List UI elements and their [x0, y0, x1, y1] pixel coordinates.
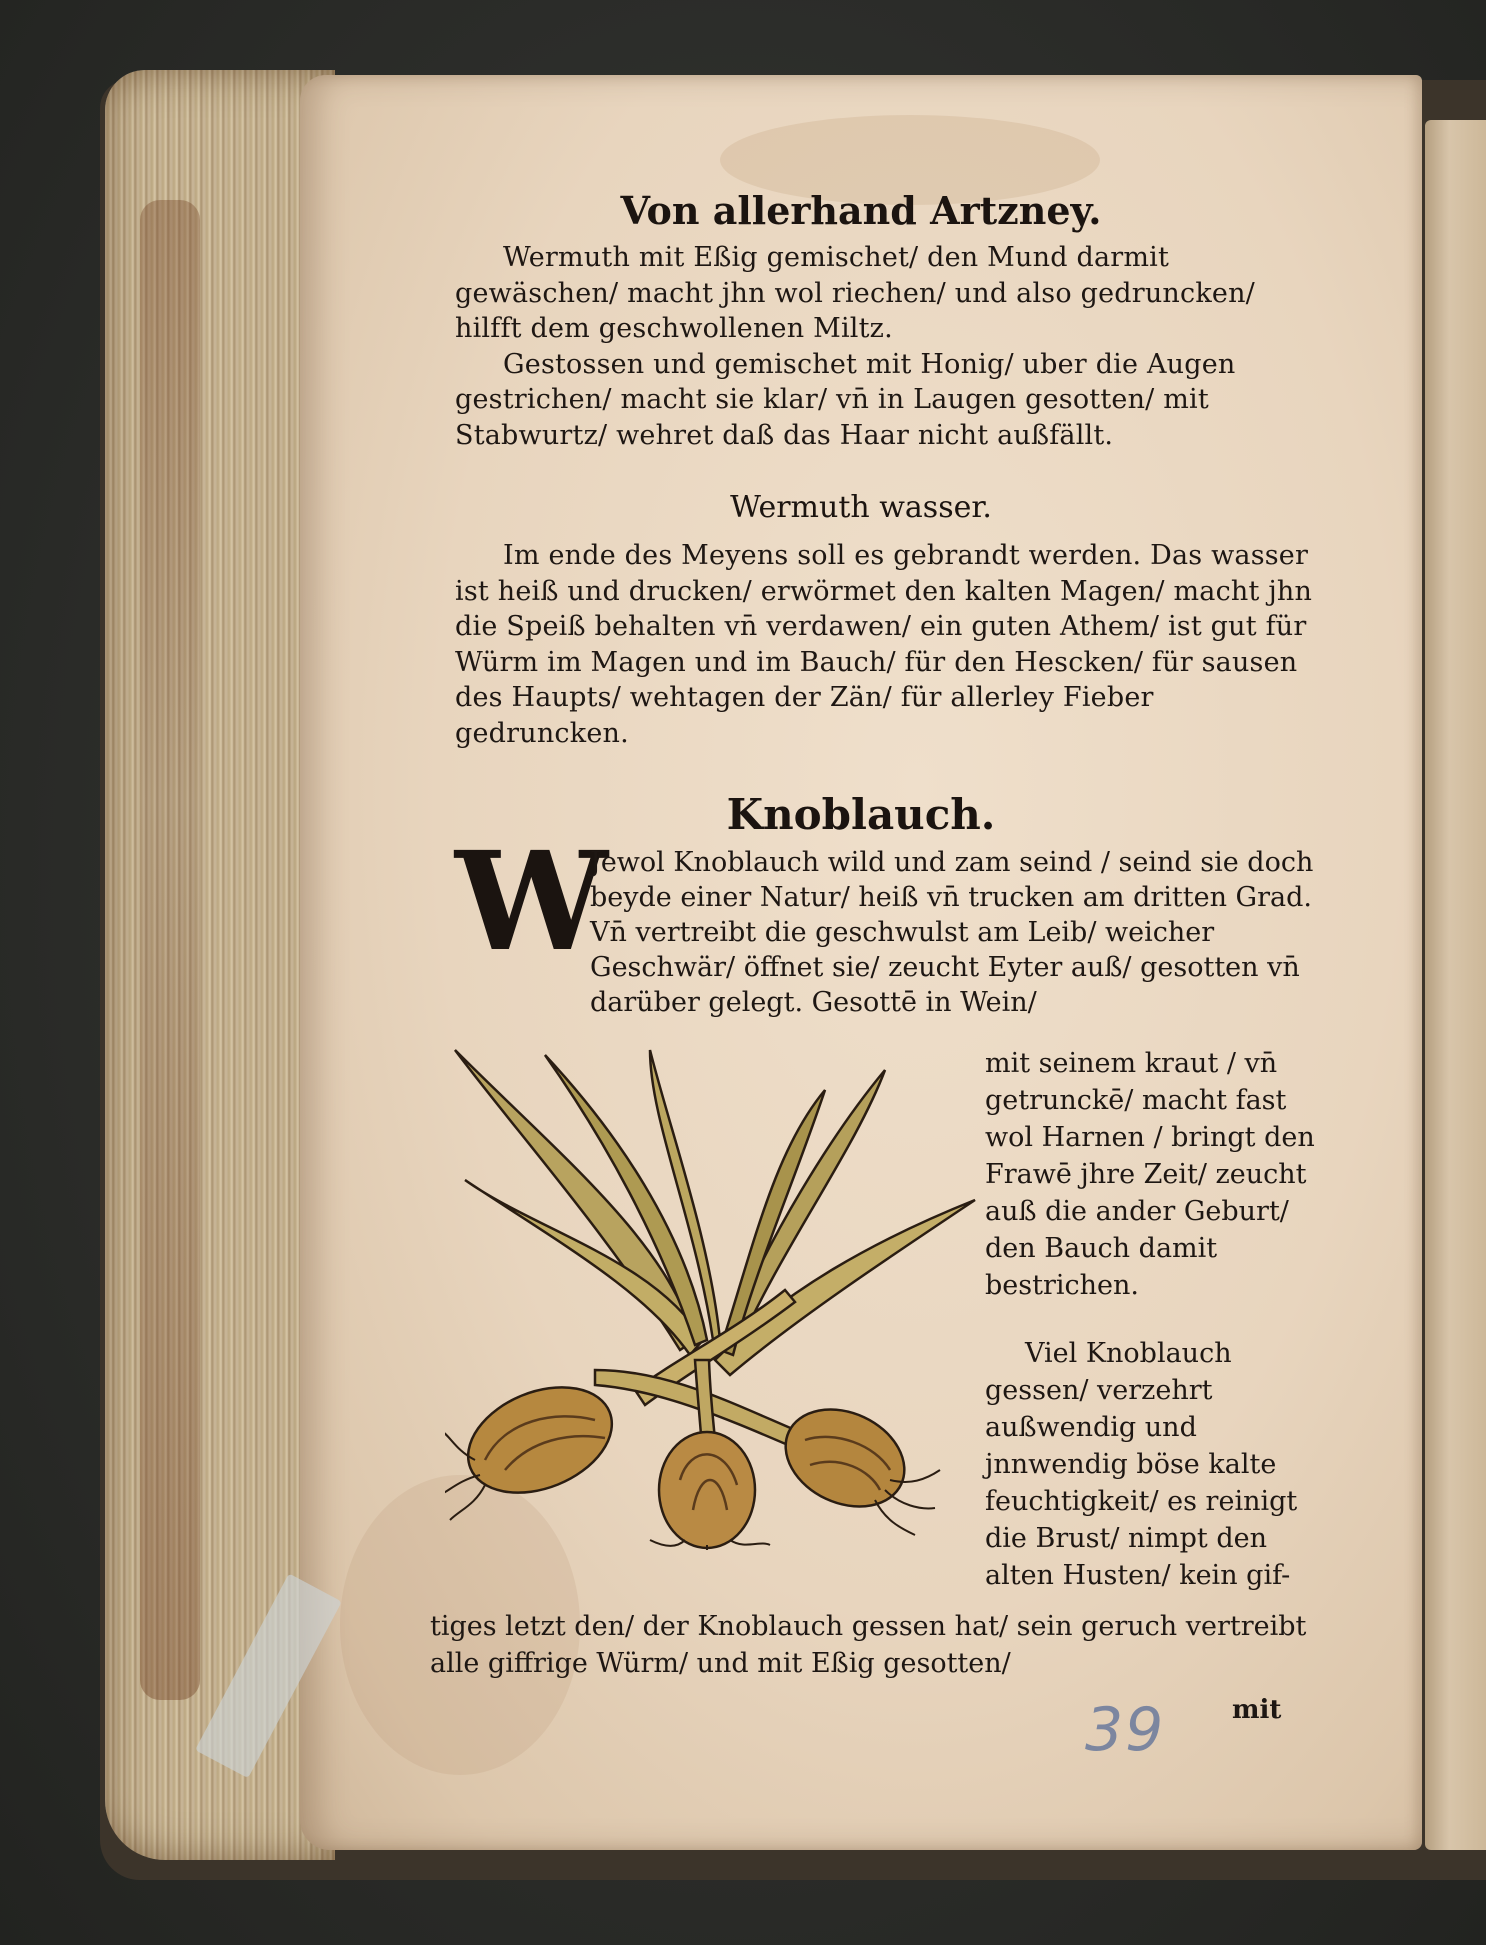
wrap-text-right: mit seinem kraut / vn̄ getrunckē/ macht fast wol Harnen / bringt den Frawē jhre Zeit/ zeucht auß die ander Geburt/ den Bauch damit bestrichen. — [985, 1048, 1315, 1301]
running-head: Von allerhand Artzney. — [620, 188, 1102, 233]
paragraph-3: Im ende des Meyens soll es gebrandt werden. Das wasser ist heiß und drucken/ erwörmet den kalten Magen/ macht jhn die Speiß behalten vn̄ verdawen/ ein guten Athem/ ist gut für Würm im Magen und im Bauch/ für den Hescken/ für sausen des Haupts/ wehtagen der Zän/ für allerley Fieber gedruncken. — [455, 540, 1313, 749]
section-title: Knoblauch. — [726, 790, 996, 839]
folio-number: 39 — [1085, 1695, 1166, 1765]
paragraph-4: Jewol Knoblauch wild und zam seind / seind sie doch beyde einer Natur/ heiß vn̄ trucken am dritten Grad. Vn̄ vertreibt die geschwulst am Leib/ weicher Geschwär/ öffnet sie/ zeucht Eyter auß/ gesotten vn̄ darüber gelegt. Gesottē in Wein/ — [590, 847, 1314, 1018]
paragraph-5-continued: tiges letzt den/ der Knoblauch gessen hat/ sein geruch vertreibt alle giffrige Würm/ und mit Eßig gesotten/ — [430, 1611, 1307, 1679]
paragraph-1: Wermuth mit Eßig gemischet/ den Mund darmit gewäschen/ macht jhn wol riechen/ und also gedruncken/ hilfft dem geschwollenen Miltz. — [455, 242, 1255, 344]
edge-stain — [140, 200, 200, 1700]
text-block-1 — [455, 240, 1330, 453]
drop-initial: W — [455, 822, 608, 982]
subheading: Wermuth wasser. — [730, 490, 992, 525]
garlic-woodcut — [445, 1040, 985, 1550]
catchword: mit — [1232, 1695, 1282, 1725]
facing-page-edge — [1425, 120, 1486, 1850]
paragraph-5: Viel Knoblauch gessen/ verzehrt außwendig und jnnwendig böse kalte feuchtigkeit/ es reinigt die Brust/ nimpt den alten Husten/ kein gif- — [985, 1338, 1298, 1591]
paragraph-2: Gestossen und gemischet mit Honig/ uber die Augen gestrichen/ macht sie klar/ vn̄ in Laugen gesotten/ mit Stabwurtz/ wehret daß das Haar nicht außfällt. — [455, 348, 1236, 451]
text-block-2 — [455, 538, 1330, 751]
